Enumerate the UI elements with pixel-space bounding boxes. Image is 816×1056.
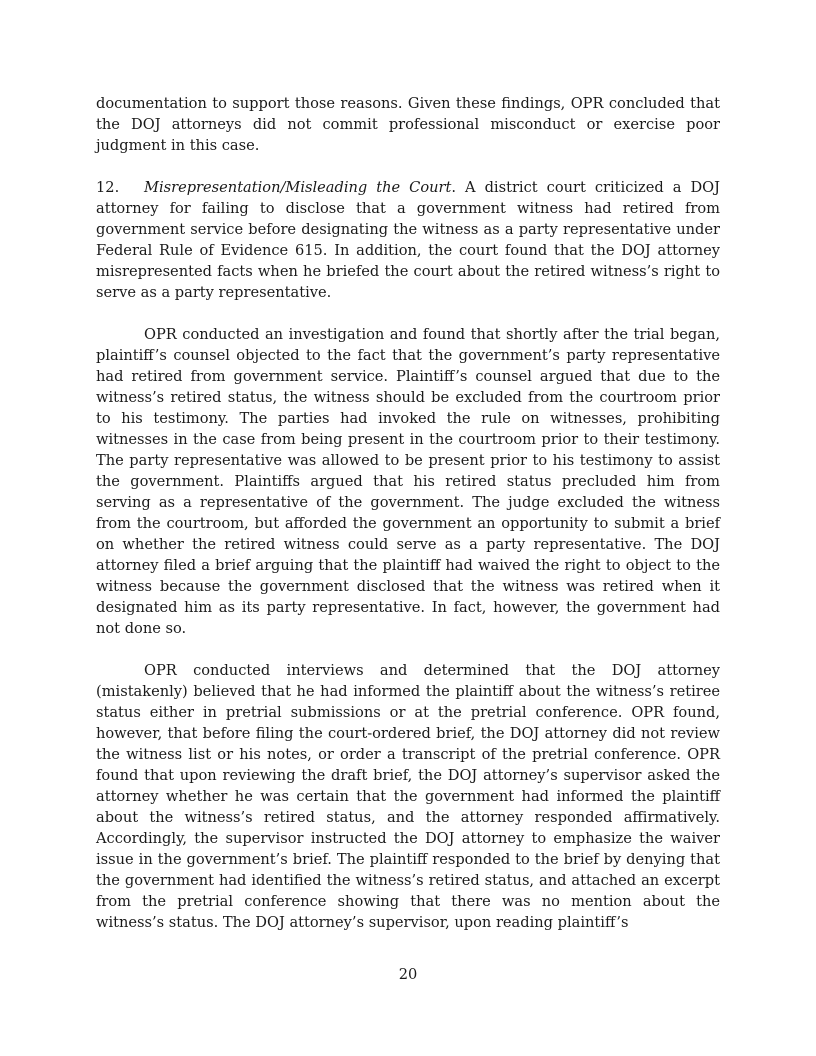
item-heading: Misrepresentation/Misleading the Court xyxy=(144,179,452,196)
paragraph-investigation: OPR conducted an investigation and found that shortly after the trial began, plaintiff’s counsel objected to the fact that the government’s party representative had retired from government service. Plaintiff’s counsel argued that due to the witness’s retired status, the witness should be excluded from the courtroom prior to his testimony. The parties had invoked the rule on witnesses, prohibiting witnesses in the case from being present in the courtroom prior to their testimony. The party representative was allowed to be present prior to his testimony to assist the government. Plaintiffs argued that his retired status precluded him from serving as a representative of the government. The judge excluded the witness from the courtroom, but afforded the government an opportunity to submit a brief on whether the retired witness could serve as a party representative. The DOJ attorney filed a brief arguing that the plaintiff had waived the right to object to the witness because the government disclosed that the witness was retired when it designated him as its party representative. In fact, however, the government had not done so. xyxy=(96,326,720,637)
item-number: 12. xyxy=(96,179,120,196)
paragraph-interviews: OPR conducted interviews and determined that the DOJ attorney (mistakenly) believed that he had informed the plaintiff about the witness’s retiree status either in pretrial submissions or at the pretrial conference. OPR found, however, that before filing the court-ordered brief, the DOJ attorney did not review the witness list or his notes, or order a transcript of the pretrial conference. OPR found that upon reviewing the draft brief, the DOJ attorney’s supervisor asked the attorney whether he was certain that the government had informed the plaintiff about the witness’s retired status, and the attorney responded affirmatively. Accordingly, the supervisor instructed the DOJ attorney to emphasize the waiver issue in the government’s brief. The plaintiff responded to the brief by denying that the government had identified the witness’s retired status, and attached an excerpt from the pretrial conference showing that there was no mention about the witness’s status. The DOJ attorney’s supervisor, upon reading plaintiff’s xyxy=(96,662,720,931)
paragraph-continuation: documentation to support those reasons. Given these findings, OPR concluded that the DOJ attorneys did not commit professional misconduct or exercise poor judgment in this case. xyxy=(96,95,720,154)
item-heading-punct: . xyxy=(451,179,457,196)
document-body xyxy=(96,93,720,933)
page-number: 20 xyxy=(398,966,418,983)
item-body: A district court criticized a DOJ attorney for failing to disclose that a government witness had retired from government service before designating the witness as a party representative under Federal Rule of Evidence 615. In addition, the court found that the DOJ attorney misrepresented facts when he briefed the court about the retired witness’s right to serve as a party representative. xyxy=(96,179,720,301)
paragraph-item-12 xyxy=(96,177,720,303)
